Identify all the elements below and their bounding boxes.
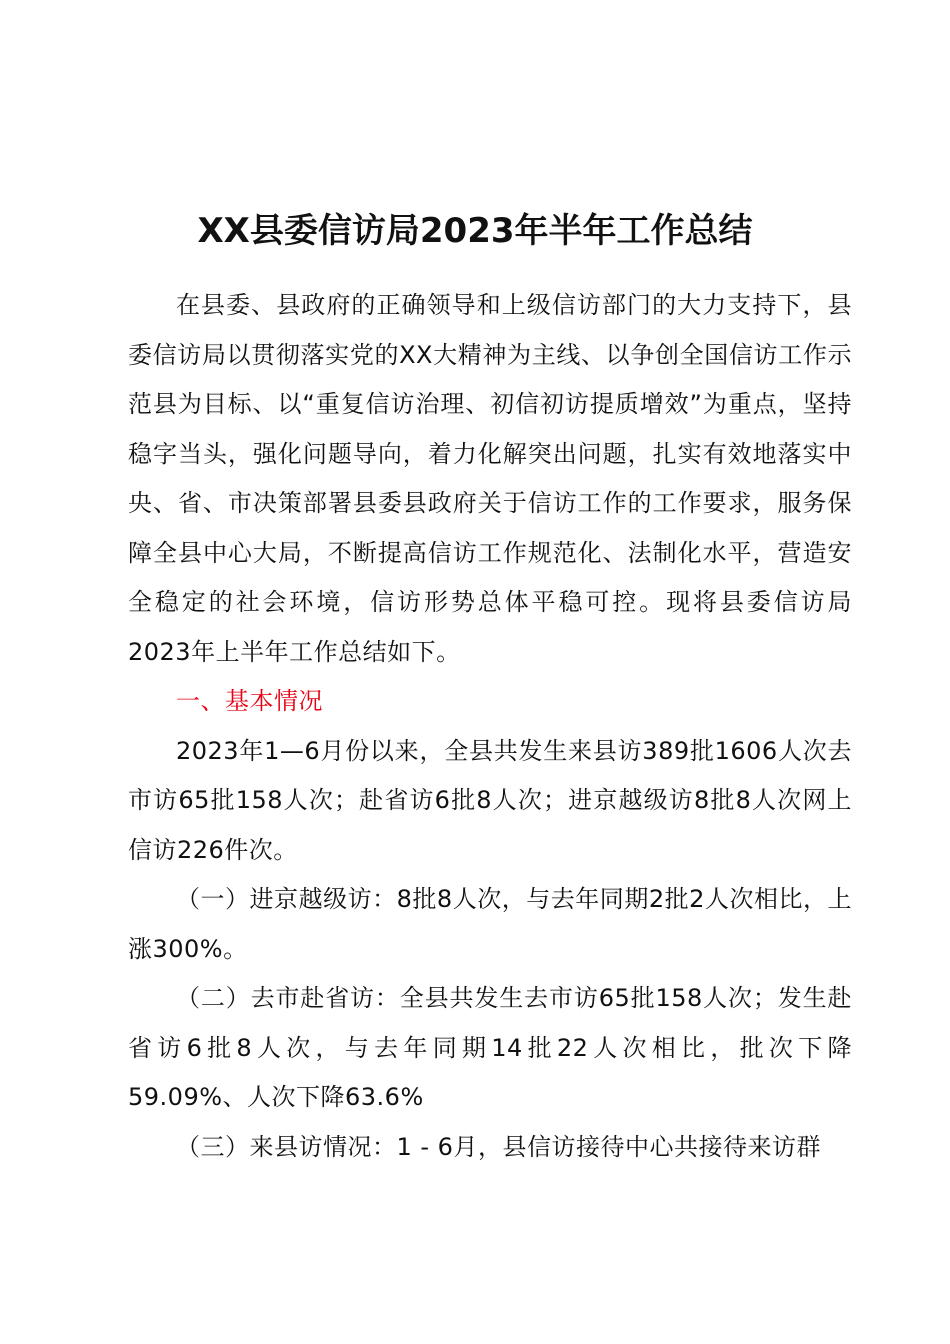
document-body <box>128 281 852 1172</box>
intro-paragraph: 在县委、县政府的正确领导和上级信访部门的大力支持下，县委信访局以贯彻落实党的XX大精神为主线、以争创全国信访工作示范县为目标、以“重复信访治理、初信初访提质增效”为重点，坚持稳字当头，强化问题导向，着力化解突出问题，扎实有效地落实中央、省、市决策部署县委县政府关于信访工作的工作要求，服务保障全县中心大局，不断提高信访工作规范化、法制化水平，营造安全稳定的社会环境，信访形势总体平稳可控。现将县委信访局2023年上半年工作总结如下。 <box>128 291 852 666</box>
section-heading-basic-situation: 一、基本情况 <box>176 687 323 715</box>
city-province-visits-paragraph: （二）去市赴省访：全县共发生去市访65批158人次；发生赴省访6批8人次，与去年同期14批22人次相比，批次下降59.09%、人次下降63.6% <box>128 984 852 1111</box>
beijing-visits-paragraph: （一）进京越级访：8批8人次，与去年同期2批2人次相比，上涨300%。 <box>128 885 852 963</box>
document-title: XX县委信访局2023年半年工作总结 <box>197 211 753 251</box>
summary-paragraph: 2023年1—6月份以来，全县共发生来县访389批1606人次去市访65批158人次；赴省访6批8人次；进京越级访8批8人次网上信访226件次。 <box>128 736 852 864</box>
county-visits-paragraph: （三）来县访情况：1 - 6月，县信访接待中心共接待来访群 <box>176 1132 821 1161</box>
